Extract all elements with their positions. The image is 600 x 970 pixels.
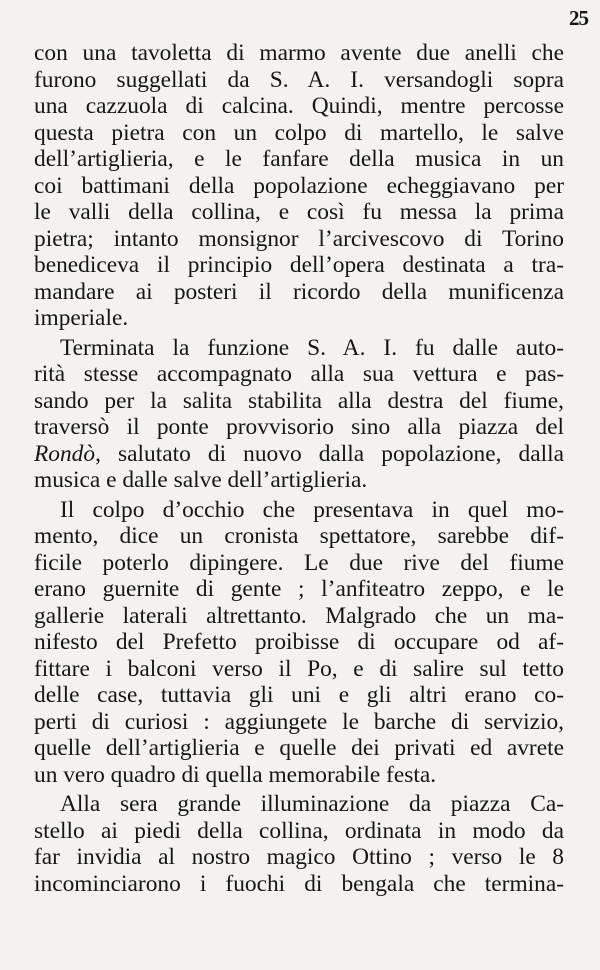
- text-line: le valli della collina, e così fu messa la prima: [34, 199, 564, 225]
- text-line: [34, 441, 564, 468]
- text-line: Il colpo d’occhio che presentava in quel mo-: [60, 496, 564, 523]
- text-line: fittare i balconi verso il Po, e di salire sul tetto: [34, 655, 564, 682]
- paragraph: [34, 40, 564, 332]
- text-line: con una tavoletta di marmo avente due anelli che: [34, 40, 564, 66]
- text-line: quelle dell’artiglieria e quelle dei privati ed avrete: [34, 735, 564, 761]
- text-line: nifesto del Prefetto proibisse di occupare od af-: [34, 629, 564, 655]
- text-line: Alla sera grande illuminazione da piazza Ca-: [60, 791, 564, 817]
- text-line: una cazzuola di calcina. Quindi, mentre percosse: [34, 93, 564, 119]
- text-line: sando per la salita stabilita alla destra del fiume,: [34, 387, 564, 414]
- text-line: traversò il ponte provvisorio sino alla piazza del: [34, 414, 564, 440]
- text-line: far invidia al nostro magico Ottino ; verso le 8: [34, 844, 564, 870]
- page-number: 25: [569, 6, 588, 30]
- paragraph: [34, 791, 564, 897]
- text-line: dell’artiglieria, e le fanfare della musica in un: [34, 146, 564, 172]
- text-line: rità stesse accompagnato alla sua vettura e pas-: [34, 361, 564, 387]
- text-line: gallerie laterali altrettanto. Malgrado che un ma-: [34, 602, 564, 629]
- text-line: questa pietra con un colpo di martello, le salve: [34, 119, 564, 146]
- text-line: incominciarono i fuochi di bengala che termina-: [34, 870, 564, 897]
- text-line: imperiale.: [34, 305, 129, 331]
- text-line: mento, dice un cronista spettatore, sarebbe dif-: [34, 523, 564, 549]
- text-line: perti di curiosi : aggiungete le barche di servizio,: [34, 708, 564, 735]
- paragraph: [34, 335, 564, 494]
- text-line: stello ai piedi della collina, ordinata in modo da: [34, 817, 564, 844]
- text-line: delle case, tuttavia gli uni e gli altri erano co-: [34, 682, 564, 708]
- text-line: benediceva il principio dell’opera destinata a tra-: [34, 252, 564, 278]
- text-line: mandare ai posteri il ricordo della munificenza: [34, 278, 564, 305]
- text-line: coi battimani della popolazione echeggiavano per: [34, 172, 564, 199]
- body-text: [34, 40, 564, 897]
- text-line: furono suggellati da S. A. I. versandogli sopra: [34, 66, 564, 93]
- text-line: pietra; intanto monsignor l’arcivescovo di Torino: [34, 225, 564, 252]
- text-line: Terminata la funzione S. A. I. fu dalle auto-: [60, 334, 564, 361]
- paragraph: [34, 497, 564, 789]
- italic-place-name: Rondò: [34, 440, 96, 467]
- text-line: ficile poterlo dipingere. Le due rive del fiume: [34, 549, 564, 576]
- line-text: , salutato di nuovo dalla popolazione, dalla: [95, 440, 564, 467]
- text-line: musica e dalle salve dell’artiglieria.: [34, 467, 368, 493]
- text-line: un vero quadro di quella memorabile festa.: [34, 761, 437, 788]
- text-line: erano guernite di gente ; l’anfiteatro zeppo, e le: [34, 576, 564, 602]
